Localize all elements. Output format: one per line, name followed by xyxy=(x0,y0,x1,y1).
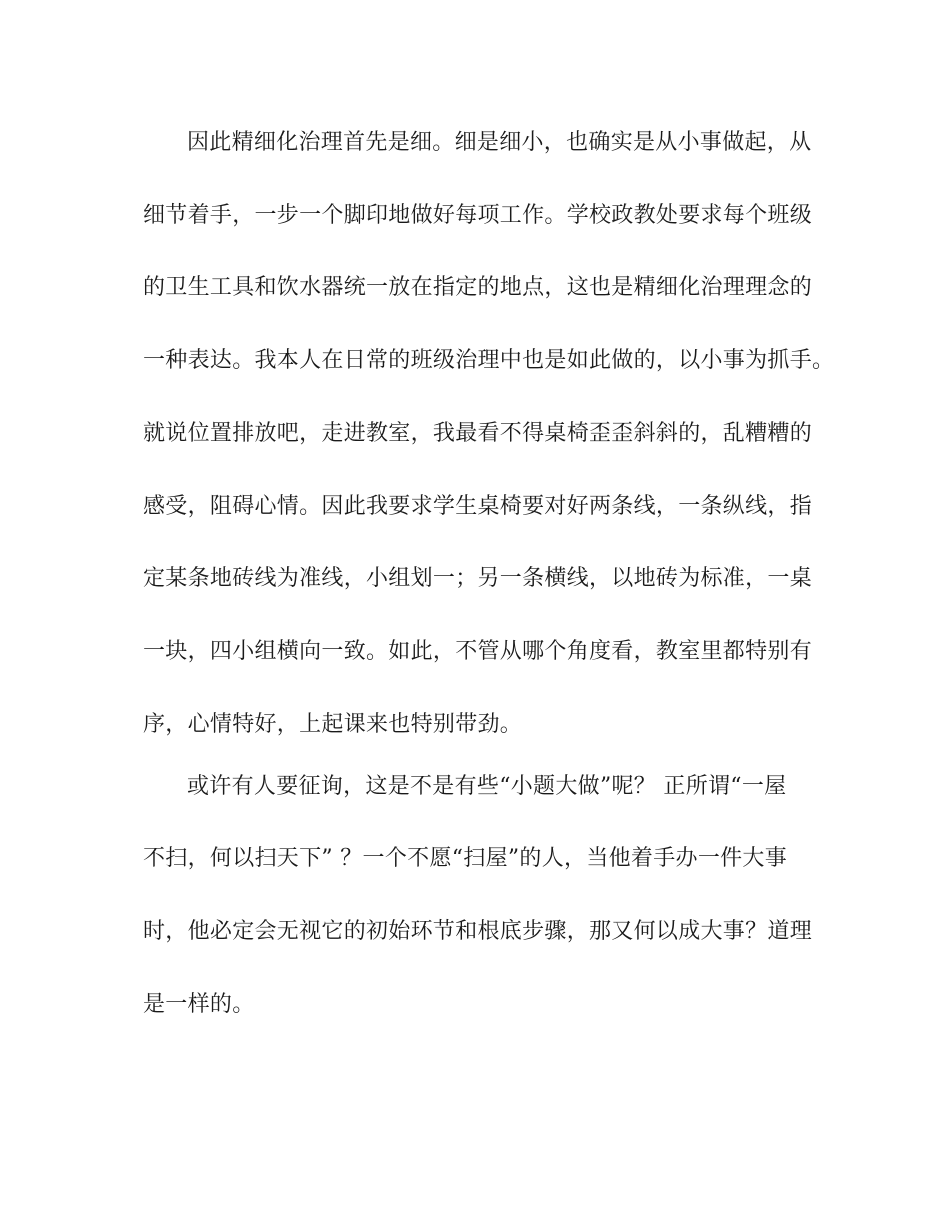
paragraph-1-line-1: 因此精细化治理首先是细。细是细小，也确实是从小事做起，从 xyxy=(187,130,812,155)
paragraph-2-line-4: 是一样的。 xyxy=(143,992,255,1017)
paragraph-1-line-8: 一块，四小组横向一致。如此，不管从哪个角度看，教室里都特别有 xyxy=(143,639,813,664)
paragraph-2-line-3: 时，他必定会无视它的初始环节和根底步骤，那又何以成大事？道理 xyxy=(143,919,813,944)
paragraph-1-line-4: 一种表达。我本人在日常的班级治理中也是如此做的，以小事为抓手。 xyxy=(143,348,835,373)
paragraph-1-line-6: 感受，阻碍心情。因此我要求学生桌椅要对好两条线，一条纵线，指 xyxy=(143,494,813,519)
paragraph-1-line-7: 定某条地砖线为准线，小组划一；另一条横线，以地砖为标准，一桌 xyxy=(143,566,813,591)
paragraph-2-line-1: 或许有人要征询，这是不是有些“小题大做”呢？ 正所谓“一屋 xyxy=(187,774,787,799)
paragraph-1-line-2: 细节着手，一步一个脚印地做好每项工作。学校政教处要求每个班级 xyxy=(143,203,813,228)
paragraph-1-line-9: 序，心情特好，上起课来也特别带劲。 xyxy=(143,712,523,737)
paragraph-2-line-2: 不扫，何以扫天下” ？一个不愿“扫屋”的人，当他着手办一件大事 xyxy=(143,846,788,871)
paragraph-1-line-3: 的卫生工具和饮水器统一放在指定的地点，这也是精细化治理理念的 xyxy=(143,275,813,300)
paragraph-1-line-5: 就说位置排放吧，走进教室，我最看不得桌椅歪歪斜斜的，乱糟糟的 xyxy=(143,421,813,446)
